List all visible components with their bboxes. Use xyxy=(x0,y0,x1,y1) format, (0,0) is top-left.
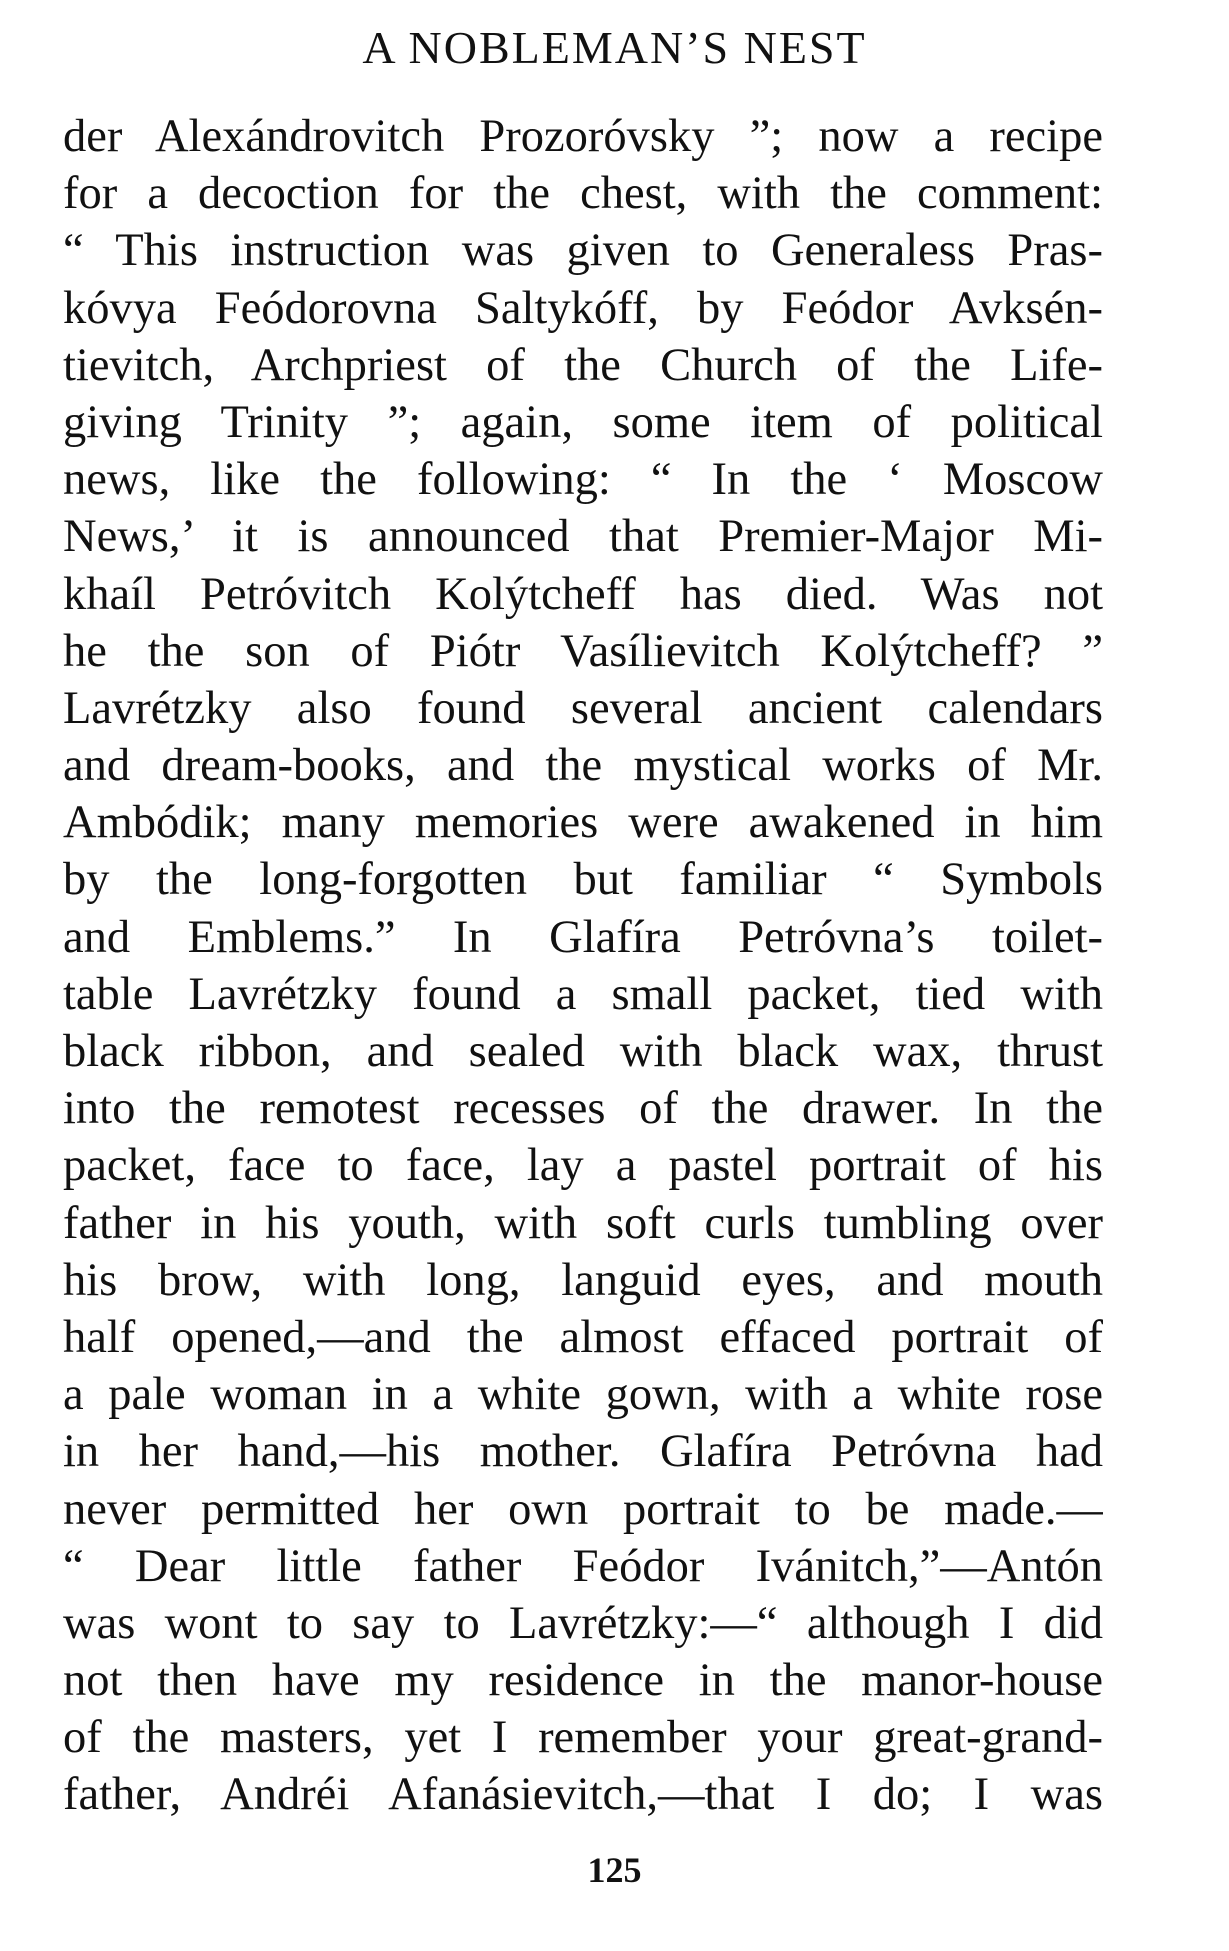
text-line: by the long-forgotten but familiar “ Symbols xyxy=(63,854,1103,906)
page-number: 125 xyxy=(587,1850,642,1890)
text-line: father in his youth, with soft curls tumbling over xyxy=(63,1197,1103,1249)
text-line: a pale woman in a white gown, with a white rose xyxy=(63,1369,1103,1421)
text-line: der Alexándrovitch Prozoróvsky ”; now a recipe xyxy=(63,111,1103,162)
text-line: of the masters, yet I remember your great-grand- xyxy=(63,1712,1103,1764)
text-line: and dream-books, and the mystical works of Mr. xyxy=(63,740,1103,792)
text-line: kóvya Feódorovna Saltykóff, by Feódor Avksén- xyxy=(63,282,1103,334)
body-text xyxy=(63,108,1103,1824)
text-line: black ribbon, and sealed with black wax, thrust xyxy=(63,1026,1103,1077)
text-line: “ This instruction was given to Generaless Pras- xyxy=(63,225,1103,277)
text-line: his brow, with long, languid eyes, and mouth xyxy=(63,1254,1103,1306)
text-line: was wont to say to Lavrétzky:—“ although I did xyxy=(63,1597,1103,1649)
text-line: Ambódik; many memories were awakened in him xyxy=(63,797,1103,849)
text-line: khaíl Petróvitch Kolýtcheff has died. Was not xyxy=(63,568,1103,620)
text-line: in her hand,—his mother. Glafíra Petróvna had xyxy=(63,1426,1103,1478)
text-line: News,’ it is announced that Premier-Major Mi- xyxy=(63,511,1103,563)
text-line: not then have my residence in the manor-house xyxy=(63,1655,1103,1707)
text-line: father, Andréi Afanásievitch,—that I do; I was xyxy=(63,1769,1103,1821)
text-line: packet, face to face, lay a pastel portrait of his xyxy=(63,1140,1103,1192)
text-line: Lavrétzky also found several ancient calendars xyxy=(63,682,1103,734)
text-line: news, like the following: “ In the ‘ Moscow xyxy=(63,454,1103,506)
text-line: tievitch, Archpriest of the Church of the Life- xyxy=(63,339,1103,391)
text-line: giving Trinity ”; again, some item of political xyxy=(63,396,1103,448)
text-line: he the son of Piótr Vasílievitch Kolýtcheff? ” xyxy=(63,625,1103,677)
text-line: table Lavrétzky found a small packet, tied with xyxy=(63,968,1103,1020)
text-line: into the remotest recesses of the drawer. In the xyxy=(63,1083,1103,1135)
text-line: never permitted her own portrait to be made.— xyxy=(63,1483,1103,1535)
text-line: “ Dear little father Feódor Ivánitch,”—Antón xyxy=(63,1540,1103,1592)
running-head: A NOBLEMAN’S NEST xyxy=(362,22,867,73)
text-line: half opened,—and the almost effaced portrait of xyxy=(63,1311,1103,1363)
text-line: for a decoction for the chest, with the comment: xyxy=(63,168,1103,220)
text-line: and Emblems.” In Glafíra Petróvna’s toilet- xyxy=(63,911,1103,963)
